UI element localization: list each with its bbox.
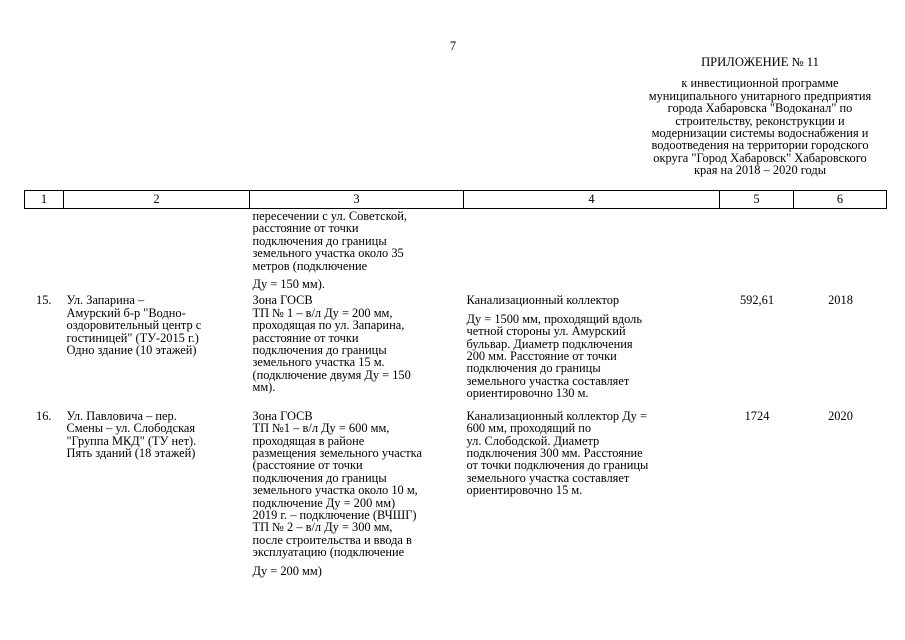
page-number: 7 bbox=[449, 39, 457, 53]
text-line: Ул. Павловича – пер. bbox=[66, 408, 177, 423]
appendix-description bbox=[640, 77, 880, 176]
appendix-block bbox=[640, 56, 880, 177]
year-cell: 2018 bbox=[828, 293, 853, 308]
text-line: 2019 г. – подключение (ВЧШГ) bbox=[252, 507, 417, 522]
table-row bbox=[25, 410, 887, 577]
value-cell: 592,61 bbox=[739, 293, 775, 308]
year-cell bbox=[794, 209, 887, 295]
object-cell bbox=[64, 294, 250, 409]
column-header-2: 2 bbox=[64, 191, 250, 209]
text-line: гостиницей" (ТУ-2015 г.) bbox=[66, 330, 199, 345]
column-header-5: 5 bbox=[720, 191, 794, 209]
text-line: земельного участка около 10 м, bbox=[252, 483, 418, 498]
text-line: проходящая в районе bbox=[252, 433, 365, 448]
value-cell bbox=[720, 209, 794, 295]
object-cell bbox=[64, 209, 250, 295]
appendix-line: водоотведения на территории городского bbox=[651, 138, 869, 153]
text-line: Ду = 200 мм) bbox=[252, 563, 322, 578]
text-line: расстояние от точки bbox=[252, 221, 359, 236]
table-header-row bbox=[25, 191, 887, 209]
text-line: Пять зданий (18 этажей) bbox=[66, 445, 196, 460]
connection-cell bbox=[250, 209, 464, 295]
text-line: подключение Ду = 200 мм) bbox=[252, 495, 396, 510]
text-line: подключения до границы bbox=[252, 343, 387, 358]
text-line: Смены – ул. Слободская bbox=[66, 421, 196, 436]
column-header-4: 4 bbox=[464, 191, 720, 209]
appendix-line: модернизации системы водоснабжения и bbox=[651, 126, 869, 141]
text-line: Ул. Запарина – bbox=[66, 293, 145, 308]
text-line: ТП № 2 – в/л Ду = 300 мм, bbox=[252, 520, 393, 535]
text-line: Ду = 150 мм). bbox=[252, 277, 325, 292]
network-cell bbox=[464, 209, 720, 295]
network-cell bbox=[464, 294, 720, 409]
text-line: Ду = 1500 мм, проходящий вдоль bbox=[466, 311, 642, 326]
text-line: подключения до границы bbox=[252, 233, 387, 248]
text-line: ТП № 1 – в/л Ду = 200 мм, bbox=[252, 305, 393, 320]
text-line: подключения 300 мм. Расстояние bbox=[466, 445, 643, 460]
text-line: размещения земельного участка bbox=[252, 445, 422, 460]
text-line: оздоровительный центр с bbox=[66, 318, 202, 333]
column-header-6: 6 bbox=[794, 191, 887, 209]
text-line: земельного участка составляет bbox=[466, 373, 630, 388]
text-line: Канализационный коллектор bbox=[466, 293, 620, 308]
appendix-line: города Хабаровска "Водоканал" по bbox=[667, 101, 853, 116]
column-header-3: 3 bbox=[250, 191, 464, 209]
object-cell bbox=[64, 410, 250, 577]
text-line: ул. Слободской. Диаметр bbox=[466, 433, 600, 448]
text-line: расстояние от точки bbox=[252, 330, 359, 345]
appendix-title: ПРИЛОЖЕНИЕ № 11 bbox=[701, 55, 819, 69]
table-row bbox=[25, 209, 887, 295]
text-line: (подключение двумя Ду = 150 bbox=[252, 367, 411, 382]
text-line: земельного участка около 35 bbox=[252, 246, 404, 261]
table-row bbox=[25, 294, 887, 409]
row-number: 15. bbox=[36, 293, 52, 308]
appendix-line: к инвестиционной программе bbox=[681, 76, 839, 91]
text-line: Зона ГОСВ bbox=[252, 408, 313, 423]
text-line: земельного участка составляет bbox=[466, 470, 630, 485]
investment-table bbox=[24, 190, 887, 577]
text-line: после строительства и ввода в bbox=[252, 532, 412, 547]
appendix-line: строительству, реконструкции и bbox=[675, 113, 845, 128]
text-line: четной стороны ул. Амурский bbox=[466, 324, 626, 339]
text-line: проходящая по ул. Запарина, bbox=[252, 318, 405, 333]
appendix-line: края на 2018 – 2020 годы bbox=[693, 163, 827, 178]
text-line: эксплуатацию (подключение bbox=[252, 545, 405, 560]
appendix-line: муниципального унитарного предприятия bbox=[648, 88, 872, 103]
text-line: подключения до границы bbox=[252, 470, 387, 485]
connection-cell bbox=[250, 294, 464, 409]
text-line: (расстояние от точки bbox=[252, 458, 363, 473]
text-line: Зона ГОСВ bbox=[252, 293, 313, 308]
text-line: бульвар. Диаметр подключения bbox=[466, 336, 633, 351]
text-line: метров (подключение bbox=[252, 258, 368, 273]
text-line: ТП №1 – в/л Ду = 600 мм, bbox=[252, 421, 390, 436]
row-number: 16. bbox=[36, 408, 52, 423]
connection-cell bbox=[250, 410, 464, 577]
text-line: от точки подключения до границы bbox=[466, 458, 649, 473]
text-line: ориентировочно 130 м. bbox=[466, 386, 589, 401]
text-line: 200 мм. Расстояние от точки bbox=[466, 349, 617, 364]
value-cell: 1724 bbox=[744, 408, 770, 423]
text-line: Одно здание (10 этажей) bbox=[66, 343, 197, 358]
text-line: земельного участка 15 м. bbox=[252, 355, 385, 370]
text-line: ориентировочно 15 м. bbox=[466, 483, 583, 498]
appendix-line: округа "Город Хабаровск" Хабаровского bbox=[653, 150, 867, 165]
network-cell bbox=[464, 410, 720, 577]
text-line: 600 мм, проходящий по bbox=[466, 421, 592, 436]
row-number bbox=[25, 209, 64, 295]
column-header-1: 1 bbox=[25, 191, 64, 209]
text-line: мм). bbox=[252, 380, 276, 395]
text-line: "Группа МКД" (ТУ нет). bbox=[66, 433, 197, 448]
text-line: Канализационный коллектор Ду = bbox=[466, 408, 647, 423]
text-line: пересечении с ул. Советской, bbox=[252, 209, 407, 223]
text-line: Амурский б-р "Водно- bbox=[66, 305, 186, 320]
text-line: подключения до границы bbox=[466, 361, 601, 376]
year-cell: 2020 bbox=[828, 408, 853, 423]
